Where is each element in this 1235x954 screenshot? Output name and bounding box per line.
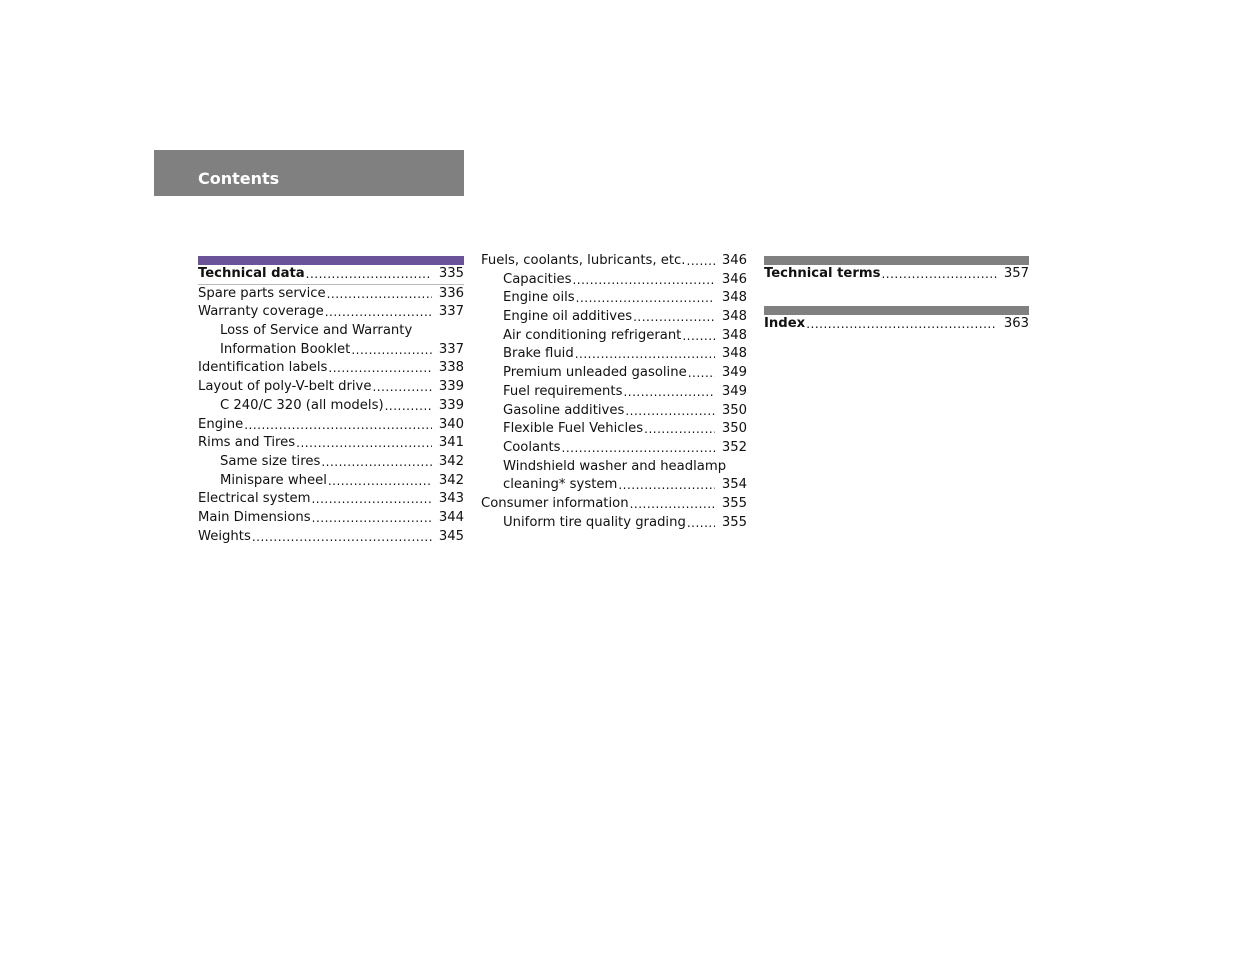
- toc-entry[interactable]: [198, 378, 464, 397]
- dot-leader: [687, 252, 716, 272]
- dot-leader: [351, 341, 432, 361]
- toc-entry[interactable]: [481, 420, 747, 439]
- dot-leader: [312, 509, 432, 529]
- dot-leader: [687, 514, 715, 534]
- dot-leader: [682, 327, 715, 347]
- toc-entry-label: Same size tires: [220, 453, 321, 469]
- toc-entry[interactable]: [481, 402, 747, 421]
- toc-entry-label: Rims and Tires: [198, 435, 296, 451]
- toc-entry[interactable]: [198, 285, 464, 304]
- dot-leader: [633, 308, 715, 328]
- toc-entry[interactable]: [481, 383, 747, 402]
- toc-entry-page: 355: [721, 514, 747, 530]
- toc-entry[interactable]: [481, 252, 747, 271]
- toc-entry[interactable]: [198, 359, 464, 378]
- toc-entry[interactable]: [481, 476, 747, 495]
- dot-leader: [321, 453, 432, 473]
- section-bar-technical-data: [198, 256, 464, 265]
- toc-entry-label: Identification labels: [198, 360, 328, 376]
- toc-entry-label: Main Dimensions: [198, 509, 311, 525]
- toc-entry-page: 355: [721, 495, 747, 511]
- toc-entry[interactable]: [764, 265, 1029, 284]
- toc-entry-label: Premium unleaded gasoline: [503, 365, 687, 381]
- toc-entry-label: Minispare wheel: [220, 472, 327, 488]
- toc-entry-page: 357: [1003, 266, 1029, 281]
- toc-entry-label: Fuel requirements: [503, 383, 623, 399]
- toc-entry-label: Engine: [198, 416, 244, 432]
- toc-column-fuels: [481, 252, 747, 532]
- page-title: Contents: [198, 169, 280, 188]
- dot-leader: [881, 265, 997, 285]
- toc-entry-label: Spare parts service: [198, 285, 326, 301]
- dot-leader: [618, 476, 715, 496]
- toc-entry-label: Fuels, coolants, lubricants, etc.: [481, 253, 686, 268]
- toc-entry[interactable]: [481, 289, 747, 308]
- toc-entry-label: Coolants: [503, 439, 561, 455]
- dot-leader: [325, 303, 432, 323]
- toc-entry[interactable]: [764, 315, 1029, 334]
- dot-leader: [372, 378, 432, 398]
- toc-column-technical-data: [198, 256, 464, 546]
- toc-entry-page: 339: [438, 379, 464, 395]
- header-bar: [154, 150, 464, 196]
- section-bar-technical-terms: [764, 256, 1029, 265]
- toc-entry-label: Electrical system: [198, 491, 311, 507]
- toc-entry-label: Information Booklet: [220, 341, 351, 357]
- dot-leader: [328, 359, 432, 379]
- toc-entry[interactable]: [481, 327, 747, 346]
- toc-entry-page: 336: [438, 285, 464, 301]
- toc-entry-page: 354: [721, 477, 747, 493]
- toc-entry-page: 338: [438, 360, 464, 376]
- toc-entry[interactable]: [481, 364, 747, 383]
- toc-entry-label: C 240/C 320 (all models): [220, 397, 384, 413]
- toc-entry[interactable]: [481, 271, 747, 290]
- toc-column-terms-index: [764, 256, 1029, 333]
- dot-leader: [575, 345, 715, 365]
- toc-entry-label: Weights: [198, 528, 251, 544]
- dot-leader: [306, 265, 432, 285]
- dot-leader: [625, 402, 715, 422]
- toc-entry[interactable]: [481, 495, 747, 514]
- toc-entry-page: 348: [721, 346, 747, 362]
- dot-leader: [311, 490, 432, 510]
- section-bar-index: [764, 306, 1029, 315]
- toc-entry[interactable]: [198, 509, 464, 528]
- toc-entry-page: 337: [438, 341, 464, 357]
- toc-entry-page: 348: [721, 309, 747, 325]
- toc-entry-page: 342: [438, 453, 464, 469]
- toc-entry-page: 363: [1003, 315, 1029, 331]
- toc-entry-page: 340: [438, 416, 464, 432]
- toc-entry-page: 339: [438, 397, 464, 413]
- toc-entry-label: Flexible Fuel Vehicles: [503, 421, 644, 437]
- toc-entry-label: cleaning* system: [503, 477, 618, 493]
- toc-entry-label: Engine oil additives: [503, 309, 633, 325]
- toc-entry-page: 335: [438, 266, 464, 281]
- toc-entry[interactable]: [198, 341, 464, 360]
- dot-leader: [252, 528, 432, 548]
- toc-entry-page: 350: [721, 402, 747, 418]
- toc-entry-page: 337: [438, 304, 464, 320]
- toc-entry[interactable]: [198, 265, 464, 285]
- dot-leader: [806, 315, 997, 335]
- toc-entry[interactable]: [198, 416, 464, 435]
- toc-entry-page: 349: [721, 365, 747, 381]
- toc-entry-label: Technical data: [198, 266, 305, 281]
- toc-entry[interactable]: [198, 397, 464, 416]
- toc-entry-label: Gasoline additives: [503, 402, 625, 418]
- toc-entry-label: Engine oils: [503, 290, 575, 306]
- toc-entry-page: 349: [721, 383, 747, 399]
- toc-entry-label: Uniform tire quality grading: [503, 514, 686, 530]
- toc-entry[interactable]: [198, 490, 464, 509]
- toc-entry[interactable]: [198, 434, 464, 453]
- dot-leader: [572, 271, 715, 291]
- toc-entry[interactable]: [198, 303, 464, 322]
- toc-entry-label: Brake fluid: [503, 346, 574, 362]
- toc-entry-page: 348: [721, 327, 747, 343]
- dot-leader: [244, 416, 432, 436]
- dot-leader: [562, 439, 716, 459]
- toc-entry-label: Layout of poly-V-belt drive: [198, 379, 372, 395]
- toc-entry-page: 346: [721, 253, 747, 268]
- toc-entry-page: 344: [438, 509, 464, 525]
- toc-entry-label: Consumer information: [481, 495, 629, 511]
- toc-entry[interactable]: [481, 345, 747, 364]
- toc-entry-label: Capacities: [503, 271, 572, 287]
- toc-entry-page: 350: [721, 421, 747, 437]
- toc-entry[interactable]: [481, 514, 747, 533]
- toc-entry[interactable]: [198, 322, 464, 341]
- dot-leader: [328, 472, 432, 492]
- toc-entry-label: Air conditioning refrigerant: [503, 327, 682, 343]
- toc-entry-page: 342: [438, 472, 464, 488]
- dot-leader: [623, 383, 715, 403]
- dot-leader: [327, 285, 432, 305]
- toc-entry-page: 348: [721, 290, 747, 306]
- toc-entry-label: Technical terms: [764, 266, 881, 281]
- toc-entry-page: 341: [438, 435, 464, 451]
- toc-entry-label: Loss of Service and Warranty: [220, 323, 413, 339]
- toc-entry-label: Windshield washer and headlamp: [503, 458, 727, 474]
- toc-entry[interactable]: [198, 528, 464, 547]
- toc-entry[interactable]: [481, 308, 747, 327]
- dot-leader: [630, 495, 715, 515]
- dot-leader: [296, 434, 432, 454]
- toc-entry[interactable]: [481, 439, 747, 458]
- toc-entry-page: 346: [721, 271, 747, 287]
- toc-entry[interactable]: [198, 472, 464, 491]
- toc-entry-page: 345: [438, 528, 464, 544]
- toc-entry-page: 352: [721, 439, 747, 455]
- toc-entry-page: 343: [438, 491, 464, 507]
- dot-leader: [644, 420, 715, 440]
- spacer: [764, 284, 1029, 306]
- dot-leader: [385, 397, 432, 417]
- dot-leader: [576, 289, 715, 309]
- toc-entry[interactable]: [198, 453, 464, 472]
- dot-leader: [688, 364, 715, 384]
- toc-entry-label: Index: [764, 315, 806, 331]
- toc-entry[interactable]: [481, 458, 747, 477]
- toc-entry-label: Warranty coverage: [198, 304, 324, 320]
